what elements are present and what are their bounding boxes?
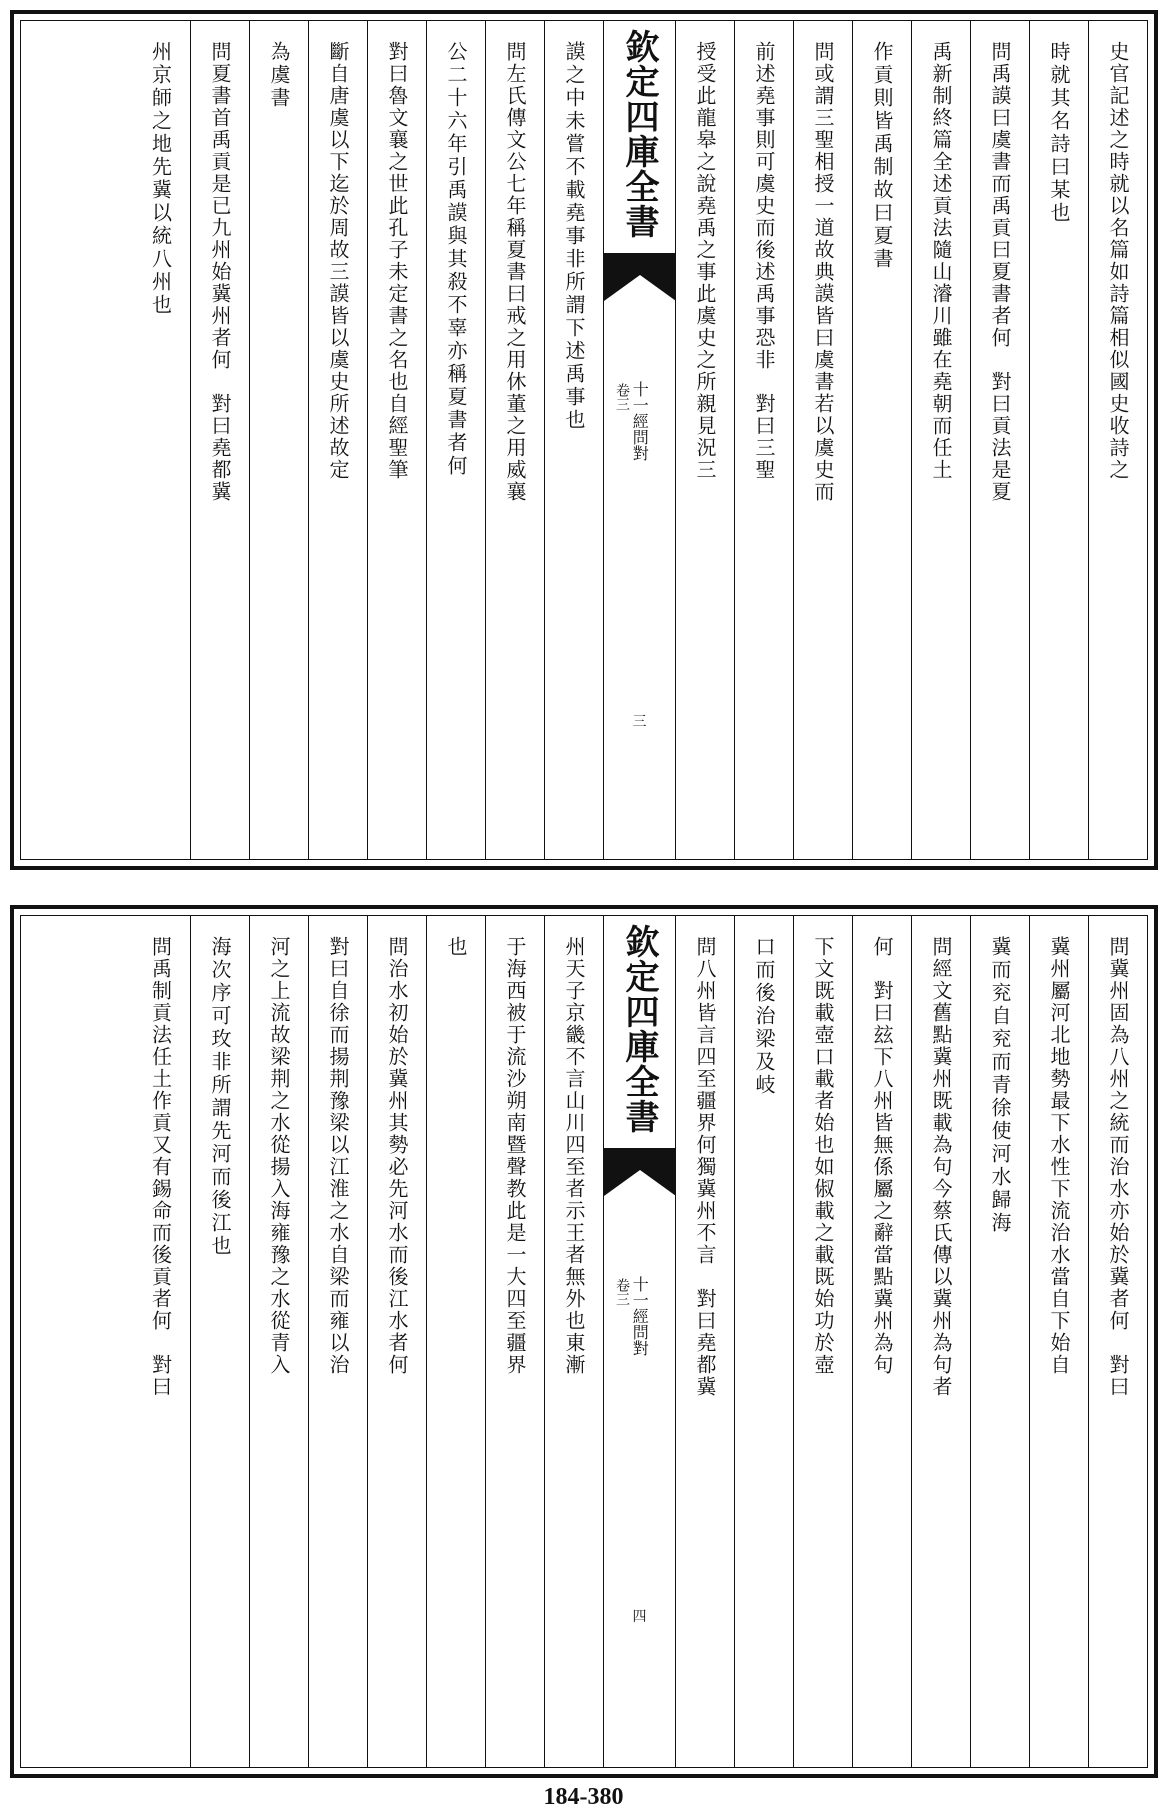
text-column: 問冀州固為八州之統而治水亦始於冀者何 對曰 xyxy=(1088,916,1147,1767)
text-column: 問經文舊點冀州既載為句今蔡氏傳以冀州為句者 xyxy=(911,916,970,1767)
page-number-footer: 184-380 xyxy=(543,1784,624,1810)
text-column: 謨之中未嘗不載堯事非所謂下述禹事也 xyxy=(544,21,603,859)
text-column: 州天子京畿不言山川四至者示王者無外也東漸 xyxy=(544,916,603,1767)
text-column: 問左氏傳文公七年稱夏書曰戒之用休董之用威襄 xyxy=(485,21,544,859)
text-column: 下文既載壺口載者始也如俶載之載既始功於壺 xyxy=(793,916,852,1767)
top-page-columns xyxy=(20,20,1148,860)
text-column: 問禹制貢法任土作貢又有錫命而後貢者何 對曰 xyxy=(148,936,173,1398)
spine-page-number: 三 xyxy=(632,714,647,730)
text-column: 冀而兖自兖而青徐使河水歸海 xyxy=(970,916,1029,1767)
text-column: 州京師之地先冀以統八州也 xyxy=(148,41,173,317)
text-column: 問禹謨曰虞書而禹貢曰夏書者何 對曰貢法是夏 xyxy=(970,21,1029,859)
text-column: 斷自唐虞以下迄於周故三謨皆以虞史所述故定 xyxy=(308,21,367,859)
text-column: 時就其名詩曰某也 xyxy=(1029,21,1088,859)
text-column: 公二十六年引禹謨與其殺不辜亦稱夏書者何 xyxy=(426,21,485,859)
text-column: 何 對曰玆下八州皆無係屬之辭當點冀州為句 xyxy=(852,916,911,1767)
spine-page-number: 四 xyxy=(632,1609,647,1625)
fishtail-mark-icon xyxy=(604,1148,676,1198)
text-column: 為虞書 xyxy=(249,21,308,859)
text-column: 史官記述之時就以名篇如詩篇相似國史收詩之 xyxy=(1088,21,1147,859)
text-column: 禹新制終篇全述貢法隨山濬川雖在堯朝而任土 xyxy=(911,21,970,859)
fishtail-mark-icon xyxy=(604,253,676,303)
book-spine xyxy=(603,21,675,859)
text-column: 河之上流故梁荆之水從揚入海雍豫之水從青入 xyxy=(249,916,308,1767)
text-column: 問八州皆言四至疆界何獨冀州不言 對曰堯都冀 xyxy=(675,916,734,1767)
text-column: 海次序可玫非所謂先河而後江也 xyxy=(190,916,249,1767)
top-page-panel xyxy=(10,10,1158,870)
spine-juan: 卷三 xyxy=(614,383,630,411)
text-column: 于海西被于流沙朔南暨聲教此是一大四至疆界 xyxy=(485,916,544,1767)
spine-book-title: 十一經問對 xyxy=(630,1276,650,1356)
text-column: 問夏書首禹貢是已九州始冀州者何 對曰堯都冀 xyxy=(190,21,249,859)
spine-juan: 卷三 xyxy=(614,1278,630,1306)
book-spine xyxy=(603,916,675,1767)
text-column: 口而後治梁及岐 xyxy=(734,916,793,1767)
text-column: 授受此龍皋之說堯禹之事此虞史之所親見況三 xyxy=(675,21,734,859)
text-column: 作貢則皆禹制故曰夏書 xyxy=(852,21,911,859)
spine-book-title: 十一經問對 xyxy=(630,381,650,461)
spine-title: 欽定四庫全書 xyxy=(619,924,659,1134)
text-column: 對曰魯文襄之世此孔子未定書之名也自經聖筆 xyxy=(367,21,426,859)
text-column: 前述堯事則可虞史而後述禹事恐非 對曰三聖 xyxy=(734,21,793,859)
text-column: 對曰自徐而揚荆豫梁以江淮之水自梁而雍以治 xyxy=(308,916,367,1767)
bottom-page-columns xyxy=(20,915,1148,1768)
spine-title: 欽定四庫全書 xyxy=(619,29,659,239)
text-column: 問或謂三聖相授一道故典謨皆曰虞書若以虞史而 xyxy=(793,21,852,859)
text-column: 也 xyxy=(426,916,485,1767)
text-column: 問治水初始於冀州其勢必先河水而後江水者何 xyxy=(367,916,426,1767)
bottom-page-panel xyxy=(10,905,1158,1778)
text-column: 冀州屬河北地勢最下水性下流治水當自下始自 xyxy=(1029,916,1088,1767)
